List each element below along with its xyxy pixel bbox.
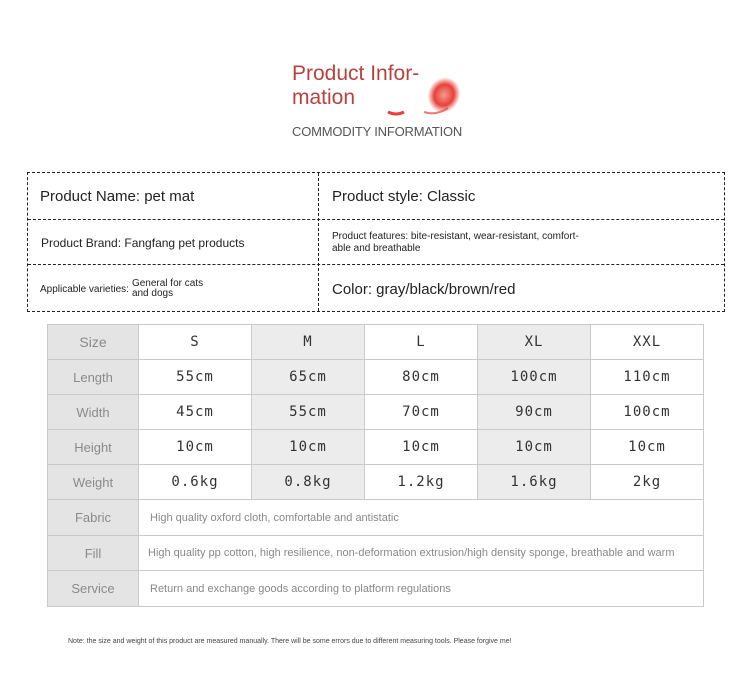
height-cell: 10cm: [252, 430, 365, 465]
width-cell: 70cm: [365, 395, 478, 430]
height-cell: 10cm: [365, 430, 478, 465]
height-cell: 10cm: [478, 430, 591, 465]
table-row: [48, 571, 704, 607]
length-cell: 65cm: [252, 360, 365, 395]
weight-cell: 1.6kg: [478, 465, 591, 500]
table-row: [48, 536, 704, 571]
measurement-note: Note: the size and weight of this product are measured manually. There will be some errors due to different measuring tools. Please forgive me!: [68, 638, 512, 645]
fabric-label: Fabric: [48, 500, 139, 536]
width-cell: 45cm: [139, 395, 252, 430]
length-cell: 80cm: [365, 360, 478, 395]
size-xxl: XXL: [591, 325, 704, 360]
width-cell: 55cm: [252, 395, 365, 430]
product-name: Product Name: pet mat: [40, 187, 195, 205]
width-cell: 100cm: [591, 395, 704, 430]
width-label: Width: [48, 395, 139, 430]
size-l: L: [365, 325, 478, 360]
size-header-label: Size: [48, 325, 139, 360]
length-cell: 100cm: [478, 360, 591, 395]
length-cell: 110cm: [591, 360, 704, 395]
varieties-value: General for cats and dogs: [131, 278, 204, 299]
weight-cell: 0.8kg: [252, 465, 365, 500]
title-block: [292, 62, 492, 110]
info-row: [28, 219, 724, 264]
width-cell: 90cm: [478, 395, 591, 430]
table-row: [48, 395, 704, 430]
fill-description: High quality pp cotton, high resilience, non-deformation extrusion/high density sponge, breathable and warm: [139, 536, 704, 571]
size-s: S: [139, 325, 252, 360]
size-m: M: [252, 325, 365, 360]
info-row: [28, 173, 724, 219]
weight-cell: 1.2kg: [365, 465, 478, 500]
weight-cell: 2kg: [591, 465, 704, 500]
service-description: Return and exchange goods according to platform regulations: [139, 571, 704, 607]
table-row: [48, 500, 704, 536]
weight-label: Weight: [48, 465, 139, 500]
size-xl: XL: [478, 325, 591, 360]
fabric-description: High quality oxford cloth, comfortable and antistatic: [139, 500, 704, 536]
table-row: [48, 430, 704, 465]
product-brand: Product Brand: Fangfang pet products: [41, 235, 245, 250]
varieties-label: Applicable varieties:: [40, 283, 129, 295]
info-row: [28, 264, 724, 312]
product-color: Color: gray/black/brown/red: [332, 280, 516, 298]
height-cell: 10cm: [591, 430, 704, 465]
table-row: [48, 465, 704, 500]
page-subtitle: COMMODITY INFORMATION: [292, 124, 463, 139]
height-label: Height: [48, 430, 139, 465]
table-row: [48, 360, 704, 395]
product-info-table: [27, 172, 725, 312]
service-label: Service: [48, 571, 139, 607]
table-row: [48, 325, 704, 360]
length-label: Length: [48, 360, 139, 395]
size-table: [47, 324, 704, 607]
fill-label: Fill: [48, 536, 139, 571]
weight-cell: 0.6kg: [139, 465, 252, 500]
length-cell: 55cm: [139, 360, 252, 395]
applicable-varieties: [28, 265, 318, 313]
height-cell: 10cm: [139, 430, 252, 465]
page-title: Product Infor- mation: [292, 62, 420, 109]
product-features: Product features: bite-resistant, wear-resistant, comfort- able and breathable: [332, 230, 579, 254]
product-style: Product style: Classic: [332, 187, 476, 205]
